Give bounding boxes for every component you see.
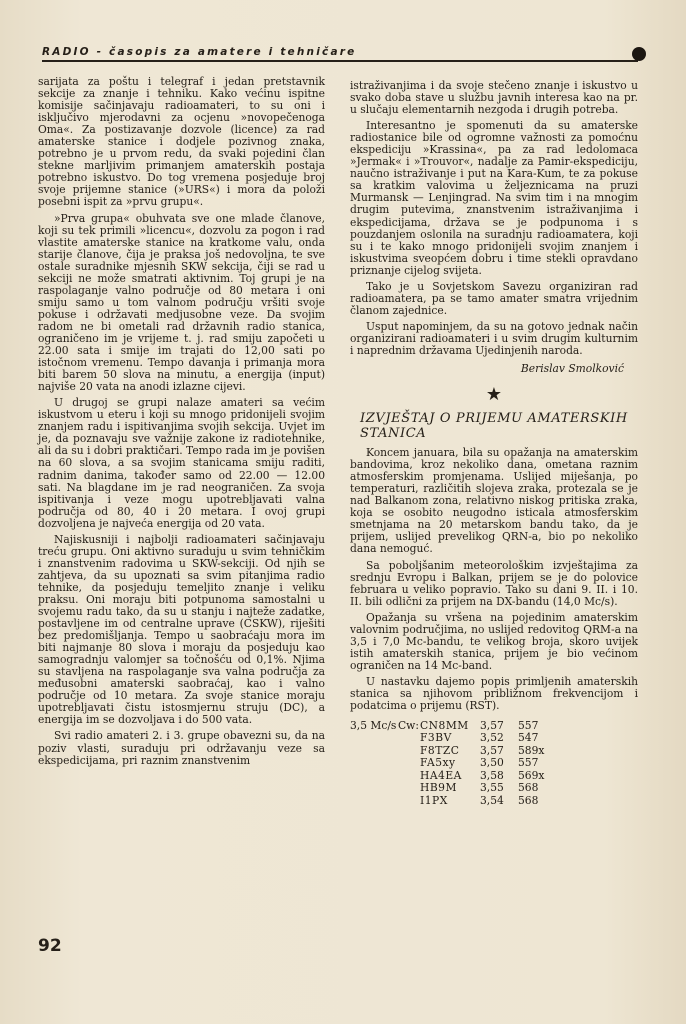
- band-cell: [350, 770, 398, 782]
- table-row: [350, 782, 638, 794]
- table-row: [350, 757, 638, 769]
- report-paragraph: Opažanja su vršena na pojedinim amaterskim valovnim područjima, no uslijed redovitog QRM-a na 3,5 i 7,0 Mc-bandu, te velikog broja, skoro uvijek istih amaterskih stanica, prijem je bio većinom ograničen na 14 Mc-band.: [350, 610, 638, 672]
- mode-cell: [398, 757, 420, 769]
- report-paragraph: Koncem januara, bila su opažanja na amaterskim bandovima, kroz nekoliko dana, ometana raznim atmosferskim promjenama. Uslijed miješanja, po temperaturi, različitih slojeva zraka, protezala se je nad Balkanom zona, relativno niskog pritiska zraka, koja se osobito neugodno isticala atmosferskim smetnjama na 20 metarskom bandu tako, da je prijem, uslijed prevelikog QRN-a, bio po nekoliko dana nemoguć.: [350, 446, 638, 556]
- section-title: IZVJEŠTAJ O PRIJEMU AMATERSKIH STANICA: [360, 411, 628, 442]
- frequency-cell: 3,57: [480, 743, 504, 757]
- frequency-cell: 3,52: [480, 731, 504, 745]
- frequency-cell: 3,55: [480, 781, 504, 795]
- station-report-table: [350, 720, 638, 807]
- frequency-cell: 3,58: [480, 768, 504, 782]
- mode-cell: [398, 745, 420, 757]
- running-header: [42, 44, 646, 64]
- mode-cell: [398, 795, 420, 807]
- left-paragraph: sarijata za poštu i telegraf i jedan pretstavnik sekcije za znanje i tehniku. Kako većinu ispitne komisije sačinjavaju radioamateri, to su oni i isključivo mjerodavni za ocjenu »novopečenoga Oma«. Za postizavanje dozvole (licence) za rad amaterske stanice i dodjele pozivnog znaka, potrebno je u prvom redu, da svaki pojedini član stekne marljivim primanjem amaterskih postaja potrebno iskustvo. Do tog vremena posjeduje broj svoje prijemne stanice (»URS«) i mora da položi posebni ispit za »prvu grupu«.: [38, 75, 325, 209]
- callsign-cell: F3BV: [420, 731, 452, 745]
- callsign-cell: HB9M: [420, 781, 457, 795]
- callsign-cell: HA4EA: [420, 768, 462, 782]
- mode-cell: [398, 732, 420, 744]
- frequency-cell: 3,50: [480, 756, 504, 770]
- callsign-cell: I1PX: [420, 793, 448, 807]
- left-paragraph: U drugoj se grupi nalaze amateri sa većim iskustvom u eteru i koji su mnogo pridonijeli svojim znanjem radu i ispitivanjima svojih sekcija. Uvjet im je, da poznavaju sve važnije zakone iz radiotehnike, ali da su i dobri praktičari. Tempo rada im je povišen na 60 slova, a sa svojim stanicama smiju raditi, radnim danima, također samo od 22.00 — 12.00 sati. Na blagdane im je rad neograničen. Za svoja ispitivanja i veze mogu upotrebljavati valna područja od 80, 40 i 20 metara. I ovoj grupi dozvoljena je najveća energija od 20 vata.: [38, 396, 325, 530]
- frequency-cell: 3,57: [480, 719, 504, 733]
- band-cell: [350, 795, 398, 807]
- right-column: [350, 80, 638, 807]
- right-paragraph: Usput napominjem, da su na gotovo jednak način organizirani radioamateri i u svim drugim kulturnim i naprednim državama Ujedinjenih naroda.: [350, 319, 638, 357]
- report-paragraph: U nastavku dajemo popis primljenih amaterskih stanica sa njihovom približnom frekvencijom i podatcima o prijemu (RST).: [350, 674, 638, 713]
- left-column: [38, 76, 325, 767]
- star-icon: ★: [485, 384, 503, 406]
- header-title: RADIO - časopis za amatere i tehničare: [42, 46, 357, 58]
- right-paragraph: Interesantno je spomenuti da su amaterske radiostanice bile od ogromne važnosti za pomoćnu ekspediciju »Krassina«, pa za rad ledolomaca »Jermak« i »Trouvor«, nadalje za Pamir-ekspediciju, naučno istraživanje i put na Kara-Kum, te za pokuse sa kratkim valovima u željeznicama na pruzi Murmansk — Lenjingrad. Na svim tim i na mnogim drugim putevima, znanstvenim istraživanjima i ekspedicijama, država se je podpunoma i s pouzdanjem oslonila na suradnju radioamatera, koji su i te kako mnogo pridonijeli svojim znanjem i iskustvima sveopćem dobru i time stekli opravdano priznanje cijelog svijeta.: [350, 119, 638, 277]
- rst-cell: 589x: [518, 743, 545, 757]
- left-paragraph: Najiskusniji i najbolji radioamateri sačinjavaju treću grupu. Oni aktivno suraduju u svim tehničkim i znanstvenim radovima u SKW-sekciji. Od njih se zahtjeva, da su upoznati sa svim pitanjima radio tehnike, da posjeduju temeljito znanje i veliku praksu. Oni moraju biti potpunoma samostalni u svojemu radu tako, da su u stanju i najteže zadatke, postavljene im od centralne uprave (CSKW), riješiti bez predomišljanja. Tempo u saobraćaju mora im biti najmanje 80 slova i moraju da posjeduju kao samogradnju valomjer sa točnošću od 0,1%. Njima su stavljena na raspolaganje sva valna područja za međusobni amaterski saobraćaj, kao i valno područje od 10 metara. Za svoje stanice moraju upotrebljavati čistu istosmjernu struju (DC), a energija im se dozvoljava i do 500 vata.: [38, 532, 325, 727]
- rst-cell: 569x: [518, 768, 545, 782]
- mode-cell: Cw:: [398, 719, 419, 733]
- band-cell: [350, 745, 398, 757]
- callsign-cell: CN8MM: [420, 719, 469, 733]
- callsign-cell: FA5xy: [420, 756, 456, 770]
- page-number: 92: [38, 936, 62, 956]
- band-cell: 3,5 Mc/s: [350, 719, 397, 733]
- author-signature: Berislav Smolković: [520, 362, 624, 376]
- rst-cell: 557: [518, 756, 539, 770]
- mode-cell: [398, 770, 420, 782]
- report-paragraph: Sa poboljšanim meteorološkim izvještajima za srednju Evropu i Balkan, prijem se je do polovice februara u veliko popravio. Tako su dani 9. II. i 10. II. bili odlični za prijem na DX-bandu (14,0 Mc/s).: [350, 558, 638, 608]
- right-paragraph: istraživanjima i da svoje stečeno znanje i iskustvo u svako doba stave u službu javnih interesa kao na pr. u slučaju elementarnih nezgoda i drugih potreba.: [350, 79, 638, 117]
- left-paragraph: Svi radio amateri 2. i 3. grupe obavezni su, da na poziv vlasti, suraduju pri održavanju veze sa ekspedicijama, pri raznim znanstvenim: [38, 729, 325, 767]
- rst-cell: 557: [518, 719, 539, 733]
- table-row: [350, 795, 638, 807]
- left-paragraph: »Prva grupa« obuhvata sve one mlade članove, koji su tek primili »licencu«, dozvolu za pogon i rad vlastite amaterske stanice na kratkome valu, onda starije članove, čija je praksa još nedovoljna, te sve ostale suradnike mjesnih SKW sekcija, čiji se rad u sekciji ne može smatrati aktivnim. Toj grupi je na raspolaganje valno područje od 80 metara i oni smiju samo u tom valnom području vršiti svoje pokuse i održavati medjusobne veze. Da svojim radom ne bi ometali rad državnih radio stanica, ograničeno im je vrijeme t. j. rad smiju započeti u 22.00 sata i smije im trajati do 12,00 sati po istočnom vremenu. Tempo davanja i primanja mora biti barem 50 slova na minutu, a energija (input) najviše 20 vata na anodi izlazne cijevi.: [38, 211, 325, 394]
- header-rule: [42, 60, 638, 62]
- band-cell: [350, 782, 398, 794]
- rst-cell: 547: [518, 731, 539, 745]
- right-paragraph: Tako je u Sovjetskom Savezu organiziran rad radioamatera, pa se tamo amater smatra vrijednim članom zajednice.: [350, 279, 638, 317]
- header-bullet-icon: [632, 47, 646, 61]
- rst-cell: 568: [518, 793, 539, 807]
- frequency-cell: 3,54: [480, 793, 504, 807]
- table-row: [350, 732, 638, 744]
- callsign-cell: F8TZC: [420, 743, 460, 757]
- rst-cell: 568: [518, 781, 539, 795]
- mode-cell: [398, 782, 420, 794]
- band-cell: [350, 732, 398, 744]
- band-cell: [350, 757, 398, 769]
